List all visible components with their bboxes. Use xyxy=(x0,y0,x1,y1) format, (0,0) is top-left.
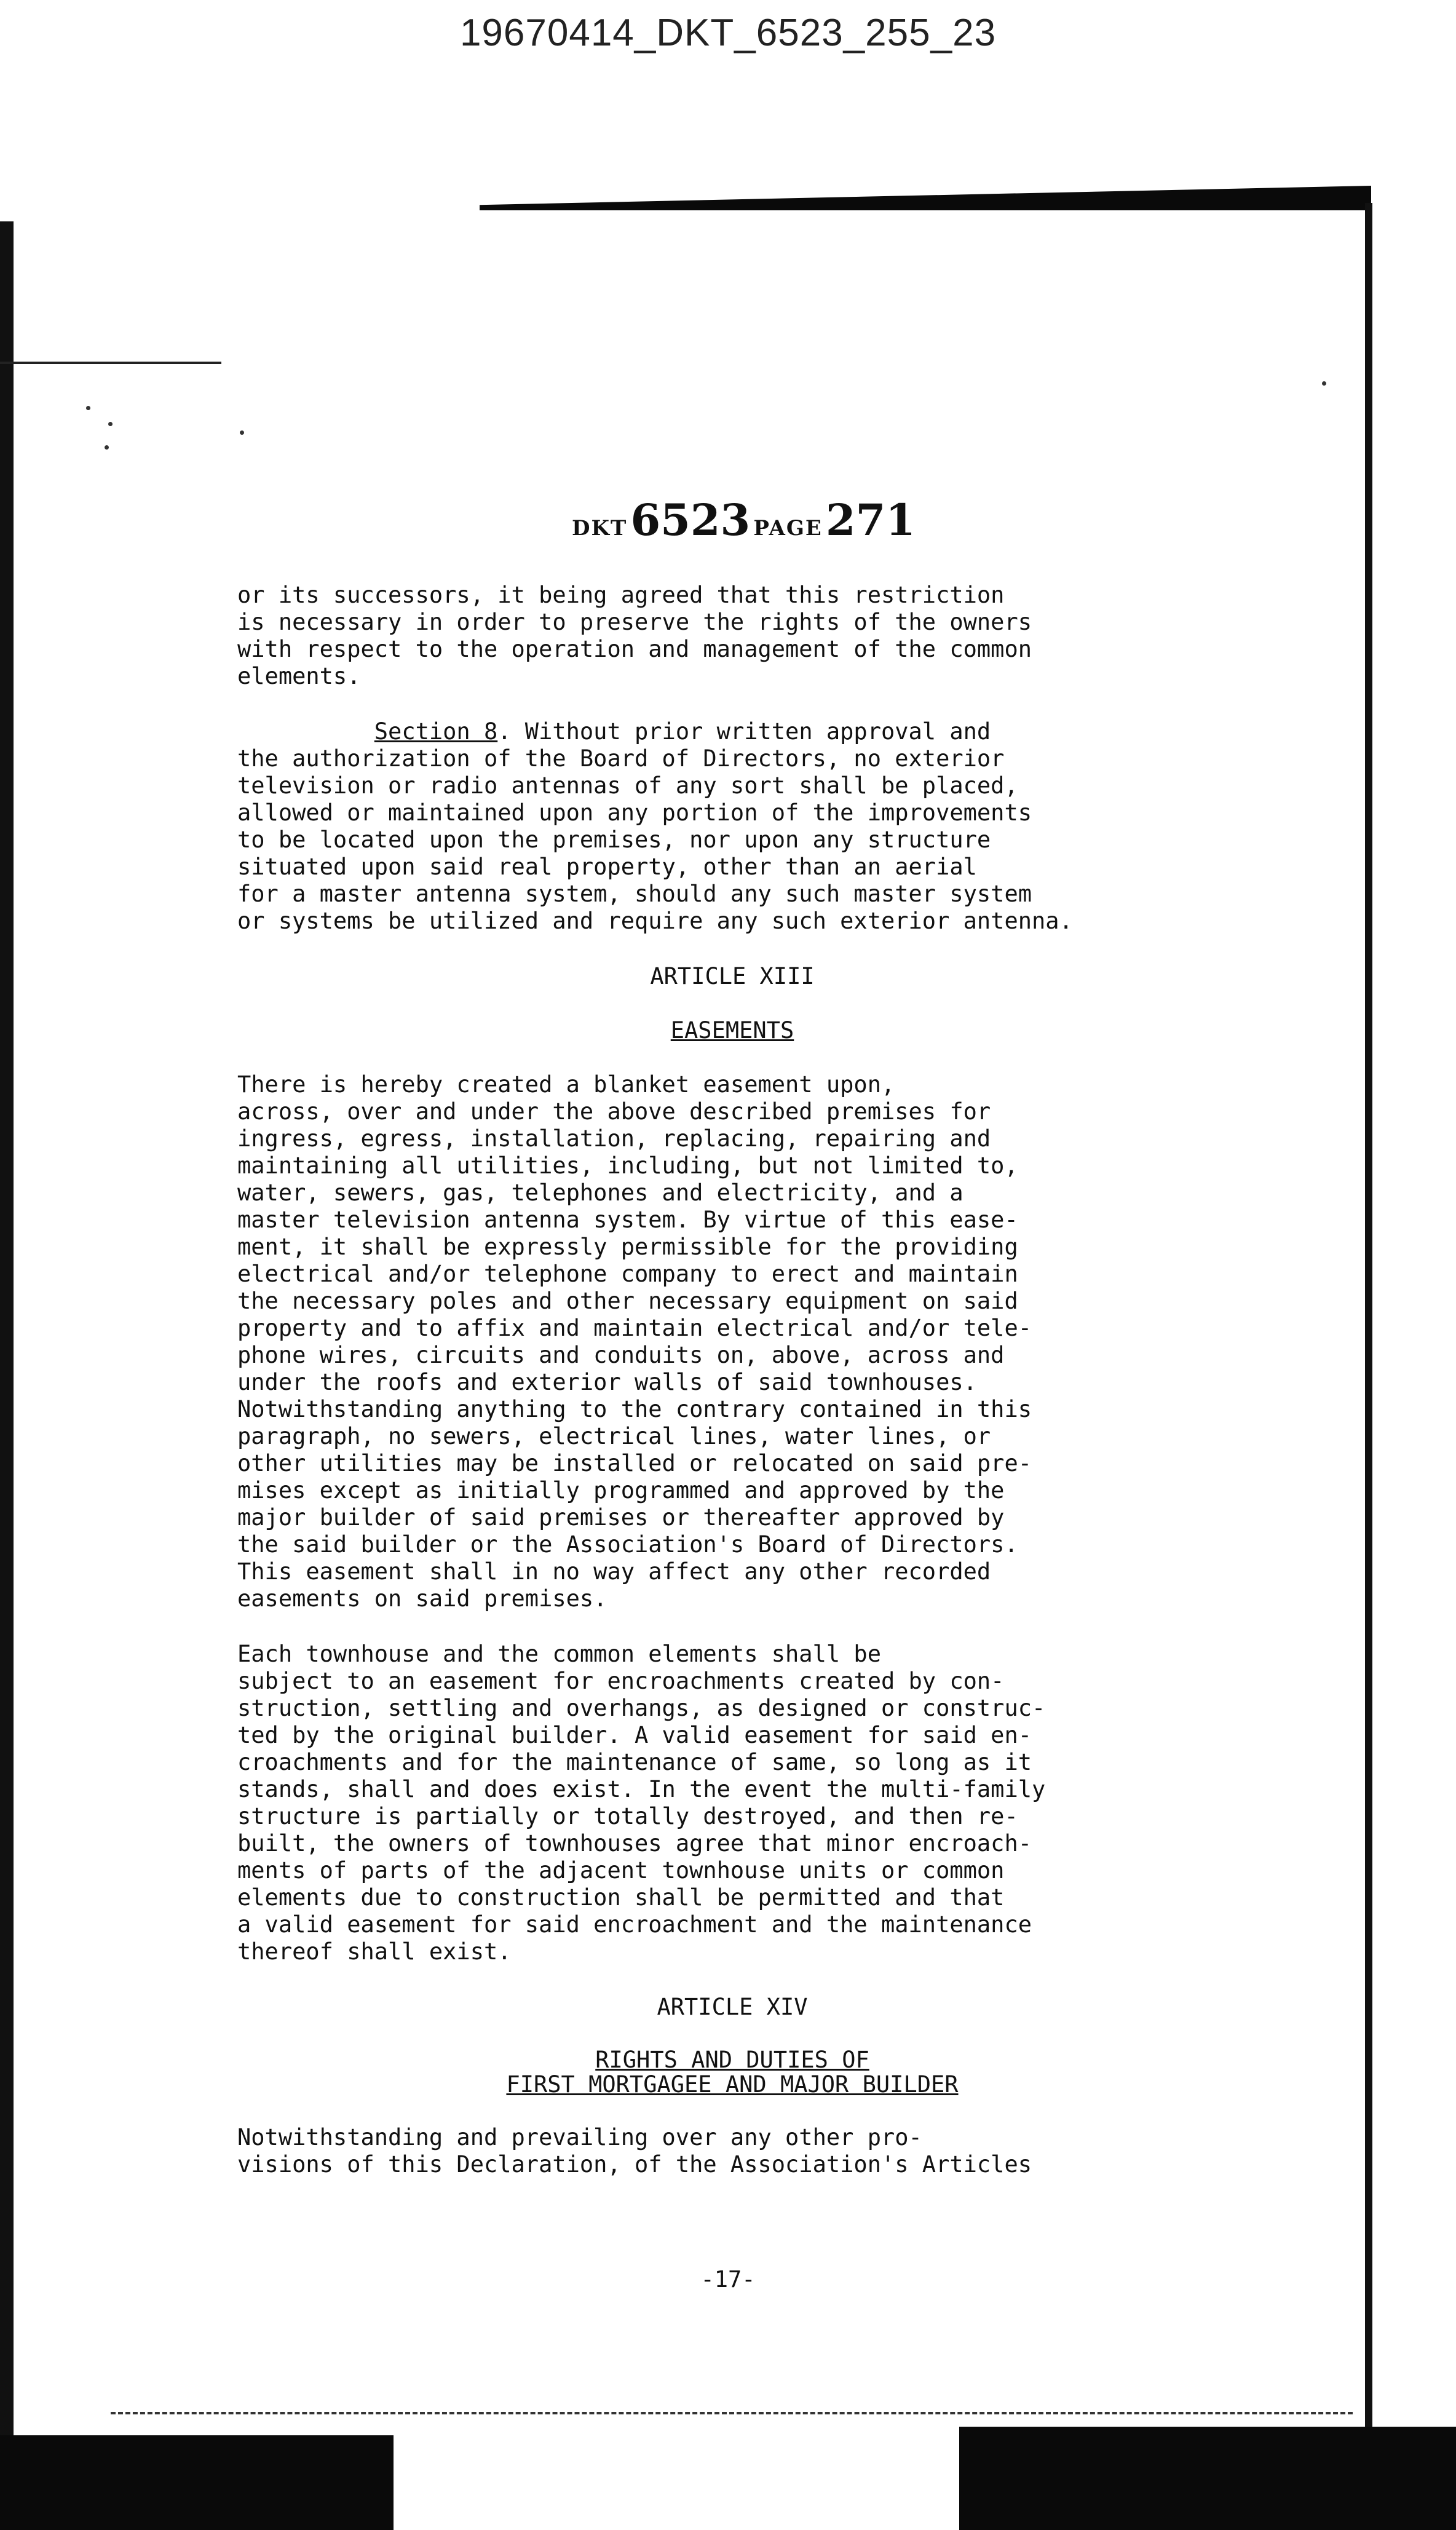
section-8-body: the authorization of the Board of Directors, no exterior television or radio antennas of any sort shall be placed, allowed or maintained upon any portion of the improvements to be located upon the premises, nor upon any structure situated upon said real property, other than an aerial for a master antenna system, should any such master system or systems be utilized and require any such exterior antenna. xyxy=(237,745,1073,934)
page-footer-number: -17- xyxy=(700,2266,756,2293)
article-13-title: ARTICLE XIII xyxy=(650,963,815,989)
docket-number: 6523 xyxy=(630,494,751,545)
paragraph-continuation: or its successors, it being agreed that this restriction is necessary in order to preserve the rights of the owners with respect to the operation and management of the common elements. xyxy=(237,582,1032,689)
scan-left-rule xyxy=(0,362,221,364)
document-body xyxy=(237,582,1227,2207)
scan-left-edge xyxy=(0,221,14,2530)
docket-stamp xyxy=(572,494,916,545)
page-label: PAGE xyxy=(753,516,823,541)
article-14-subtitle-line-1: RIGHTS AND DUTIES OF xyxy=(595,2047,869,2073)
scan-right-edge xyxy=(1365,203,1372,2478)
scan-speck xyxy=(108,422,113,426)
scan-top-bar xyxy=(480,186,1371,210)
document-id-header: 19670414_DKT_6523_255_23 xyxy=(459,12,997,54)
scan-bottom-dashes xyxy=(111,2412,1353,2414)
scan-bottom-right-block xyxy=(959,2427,1456,2530)
scan-speck xyxy=(1322,381,1326,386)
scan-speck xyxy=(86,406,90,410)
scan-bottom-left-block xyxy=(0,2435,394,2530)
scan-speck xyxy=(240,430,244,435)
section-8-paragraph xyxy=(237,718,1227,935)
section-8-lead: . Without prior written approval and xyxy=(497,718,991,745)
article-14-title: ARTICLE XIV xyxy=(657,1994,808,2020)
article-14-subtitle xyxy=(237,2048,1227,2097)
article-13-subtitle: EASEMENTS xyxy=(670,1017,794,1044)
article-14-subtitle-line-2: FIRST MORTGAGEE AND MAJOR BUILDER xyxy=(506,2071,959,2098)
scan-speck xyxy=(105,445,109,450)
article-14-paragraph: Notwithstanding and prevailing over any other pro- visions of this Declaration, of the Association's Articles xyxy=(237,2124,1032,2178)
stamp-page-number: 271 xyxy=(825,494,916,545)
easements-paragraph-1: There is hereby created a blanket easement upon, across, over and under the above described premises for ingress, egress, installation, replacing, repairing and maintaining all utilities, including, but not limited to, water, sewers, gas, telephones and electricity, and a master television antenna system. By virtue of this ease- ment, it shall be expressly permissible for the providing electrical and/or telephone company to erect and maintain the necessary poles and other necessary equipment on said property and to affix and maintain electrical and/or tele- phone wires, circuits and conduits on, above, across and under the roofs and exterior walls of said townhouses. Notwithstanding anything to the contrary contained in this paragraph, no sewers, electrical lines, water lines, or other utilities may be installed or relocated on said pre- mises except as initially programmed and approved by the major builder of said premises or thereafter approved by the said builder or the Association's Board of Directors. This easement shall in no way affect any other recorded easements on said premises. xyxy=(237,1071,1032,1612)
docket-label: DKT xyxy=(572,516,628,541)
section-8-label: Section 8 xyxy=(374,718,498,745)
easements-paragraph-2: Each townhouse and the common elements shall be subject to an easement for encroachments created by con- struction, settling and overhangs, as designed or construc- ted by the original builder. A valid easement for said en- croachments and for the maintenance of same, so long as it stands, shall and does exist. In the event the multi-family structure is partially or totally destroyed, and then re- built, the owners of townhouses agree that minor encroach- ments of parts of the adjacent townhouse units or common elements due to construction shall be permitted and that a valid easement for said encroachment and the maintenance thereof shall exist. xyxy=(237,1641,1046,1965)
